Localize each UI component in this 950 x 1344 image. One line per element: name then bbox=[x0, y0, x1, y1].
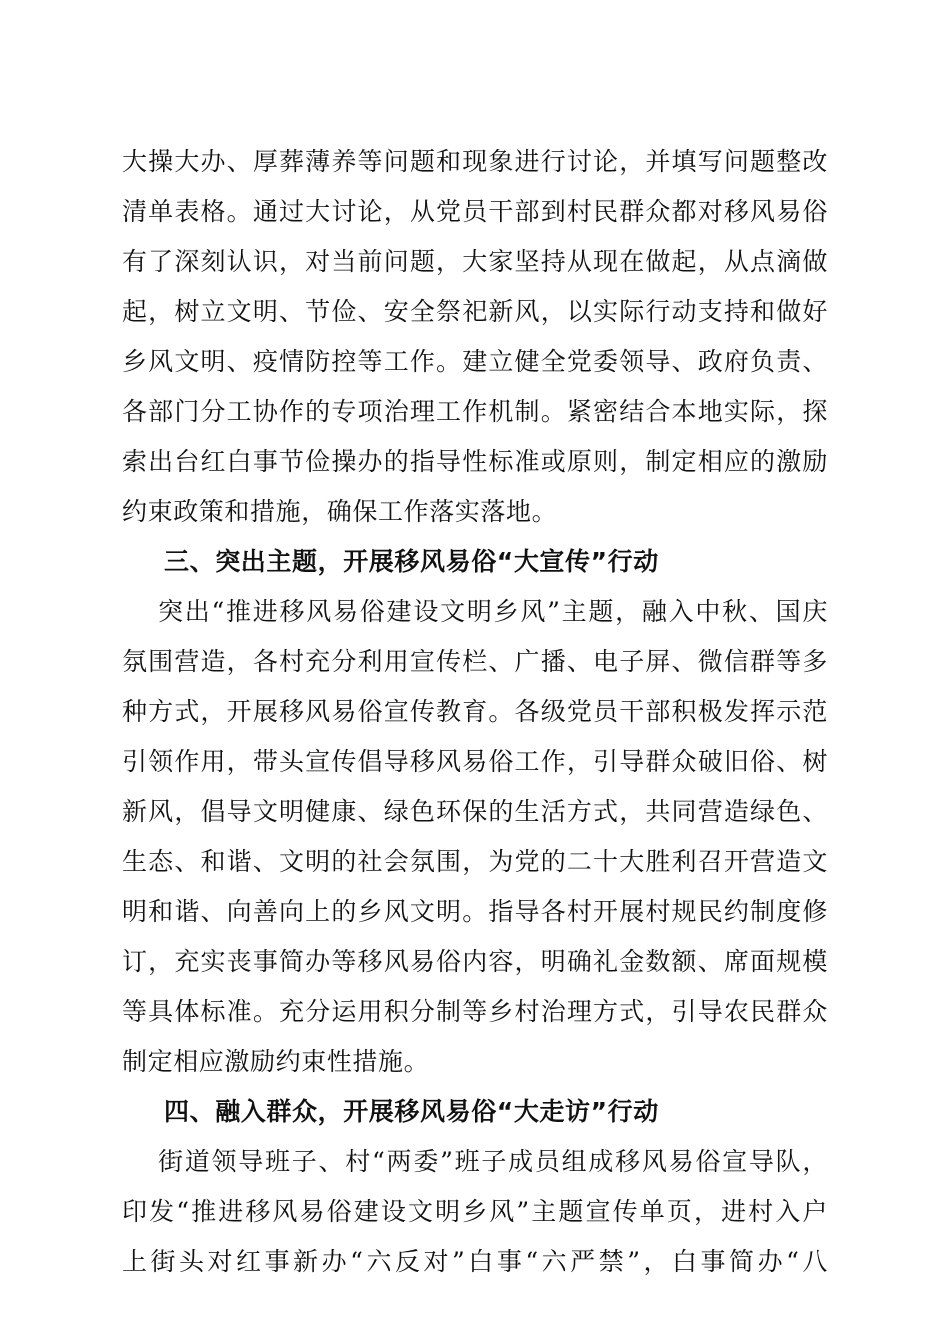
text-line: 大操大办、厚葬薄养等问题和现象进行讨论，并填写问题整改 bbox=[122, 147, 828, 176]
text-line: 约束政策和措施，确保工作落实落地。 bbox=[122, 497, 558, 526]
text-line: 明和谐、向善向上的乡风文明。指导各村开展村规民约制度修 bbox=[122, 897, 828, 926]
text-line: 新风，倡导文明健康、绿色环保的生活方式，共同营造绿色、 bbox=[122, 797, 828, 826]
text-line: 等具体标准。充分运用积分制等乡村治理方式，引导农民群众 bbox=[122, 997, 828, 1026]
paragraph-2 bbox=[122, 587, 828, 1087]
section-heading-3: 三、突出主题，开展移风易俗“大宣传”行动 bbox=[164, 547, 659, 576]
text-line: 订，充实丧事简办等移风易俗内容，明确礼金数额、席面规模 bbox=[122, 947, 828, 976]
text-line: 清单表格。通过大讨论，从党员干部到村民群众都对移风易俗 bbox=[122, 197, 828, 226]
text-line: 印发“推进移风易俗建设文明乡风”主题宣传单页，进村入户 bbox=[122, 1197, 828, 1226]
text-line: 引领作用，带头宣传倡导移风易俗工作，引导群众破旧俗、树 bbox=[122, 747, 828, 776]
text-line: 索出台红白事节俭操办的指导性标准或原则，制定相应的激励 bbox=[122, 447, 828, 476]
paragraph-3 bbox=[122, 1137, 828, 1287]
document-body bbox=[122, 137, 828, 1287]
text-line: 有了深刻认识，对当前问题，大家坚持从现在做起，从点滴做 bbox=[122, 247, 828, 276]
text-line: 种方式，开展移风易俗宣传教育。各级党员干部积极发挥示范 bbox=[122, 697, 828, 726]
text-line: 生态、和谐、文明的社会氛围，为党的二十大胜利召开营造文 bbox=[122, 847, 828, 876]
text-line: 街道领导班子、村“两委”班子成员组成移风易俗宣导队， bbox=[158, 1147, 828, 1176]
text-line: 上街头对红事新办“六反对”白事“六严禁”，白事简办“八 bbox=[122, 1247, 828, 1276]
text-line: 制定相应激励约束性措施。 bbox=[122, 1047, 430, 1076]
text-line: 突出“推进移风易俗建设文明乡风”主题，融入中秋、国庆 bbox=[158, 597, 828, 626]
text-line: 乡风文明、疫情防控等工作。建立健全党委领导、政府负责、 bbox=[122, 347, 828, 376]
section-heading-4: 四、融入群众，开展移风易俗“大走访”行动 bbox=[164, 1097, 659, 1126]
text-line: 起，树立文明、节俭、安全祭祀新风，以实际行动支持和做好 bbox=[122, 297, 828, 326]
text-line: 各部门分工协作的专项治理工作机制。紧密结合本地实际，探 bbox=[122, 397, 828, 426]
paragraph-1 bbox=[122, 137, 828, 537]
text-line: 氛围营造，各村充分利用宣传栏、广播、电子屏、微信群等多 bbox=[122, 647, 828, 676]
